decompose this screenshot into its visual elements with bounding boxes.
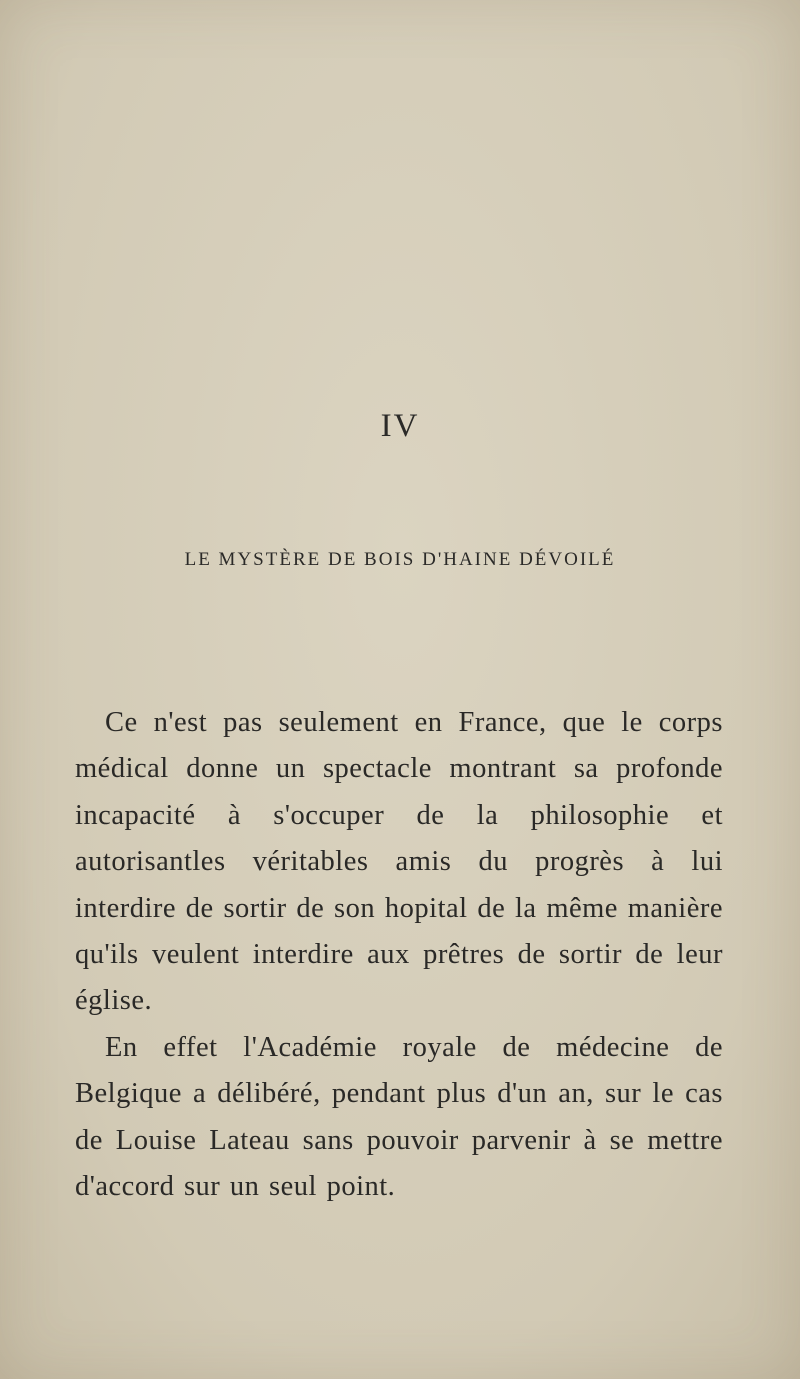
paragraph-2: En effet l'Académie royale de médecine de Belgique a délibéré, pendant plus d'un an, sur le cas de Louise Lateau sans pouvoir parvenir à se mettre d'accord sur un seul point. <box>75 1031 723 1203</box>
chapter-number: IV <box>380 408 420 444</box>
chapter-title: LE MYSTÈRE DE BOIS D'HAINE DÉVOILÉ <box>184 549 616 570</box>
body-text <box>75 700 723 1210</box>
paragraph-1: Ce n'est pas seulement en France, que le corps médical donne un spectacle montrant sa profonde incapacité à s'occuper de la philosophie et autorisantles véritables amis du progrès à lui interdire de sortir de son hopital de la même manière qu'ils veulent interdire aux prêtres de sortir de leur église. <box>75 707 723 1017</box>
